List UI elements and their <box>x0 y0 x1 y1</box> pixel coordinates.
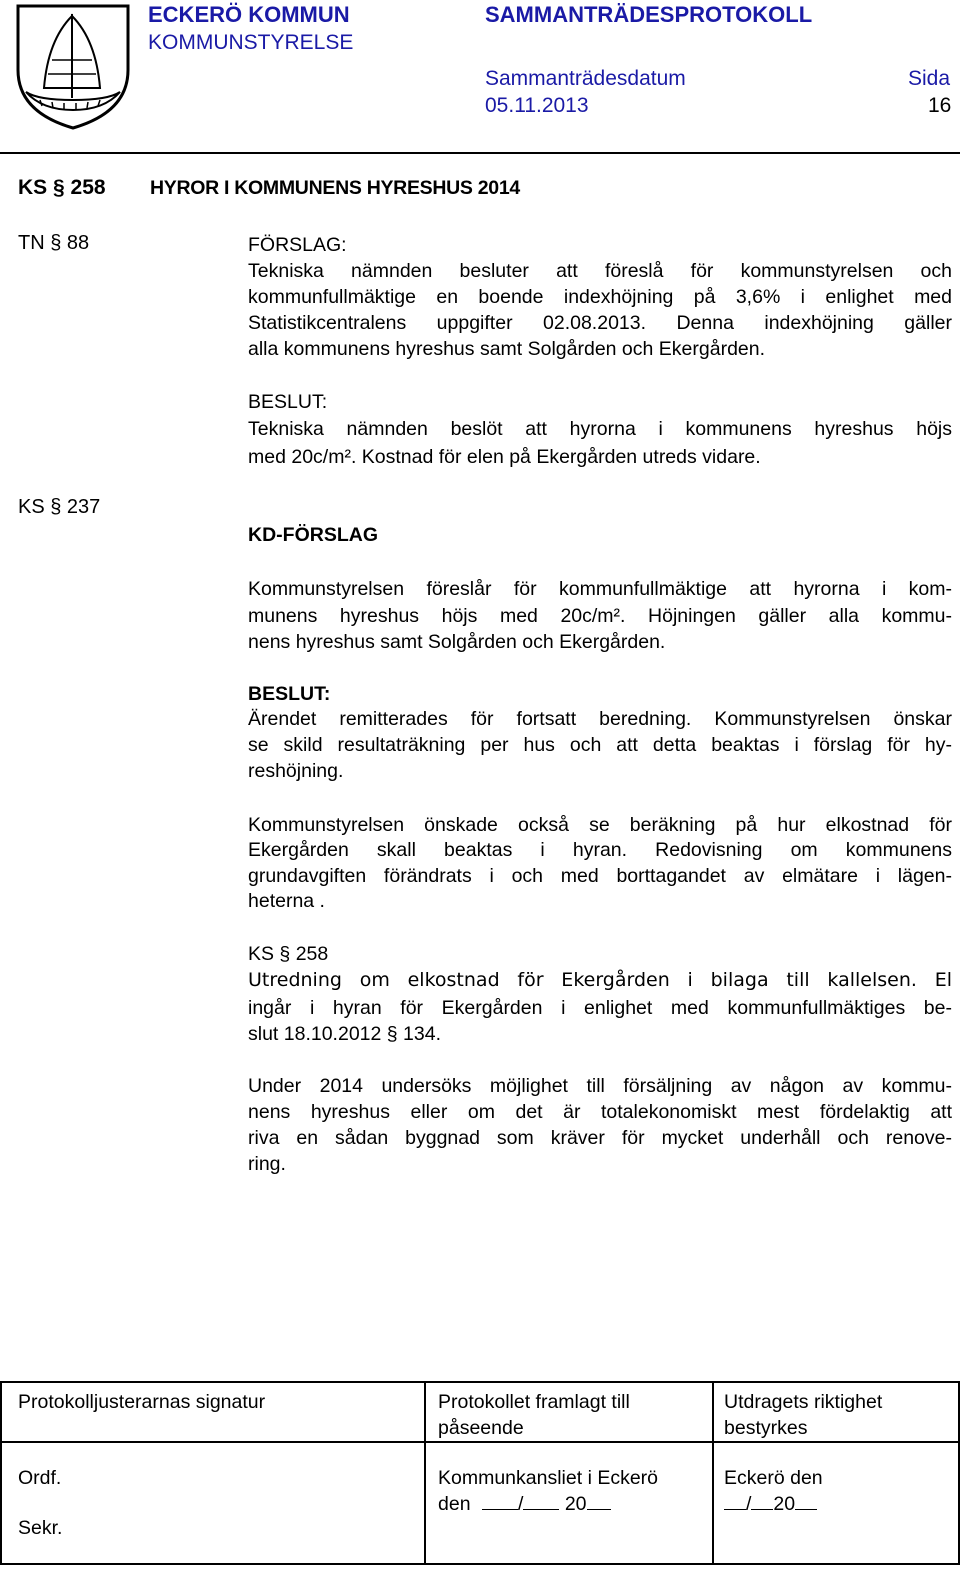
ks237-proposal-label: KD-FÖRSLAG <box>248 524 378 546</box>
ks237-para-line: heterna . <box>248 890 325 912</box>
municipality-name: ECKERÖ KOMMUN <box>148 2 350 27</box>
posting-year-blank <box>587 1491 611 1510</box>
tn-proposal-line: alla kommunens hyreshus samt Solgården och Ekergården. <box>248 338 766 360</box>
signature-table <box>0 1381 960 1565</box>
document-title: SAMMANTRÄDESPROTOKOLL <box>485 2 813 27</box>
posting-slash: / <box>517 1493 524 1515</box>
ks237-para-line: Ekergården skall beaktas i hyran. Redovisning om kommunens <box>248 839 952 861</box>
posting-title-1: Protokollet framlagt till <box>438 1391 630 1413</box>
signature-header-cell <box>1 1382 425 1442</box>
posting-place: Kommunkansliet i Eckerö <box>438 1467 659 1489</box>
ks258-line: Utredning om elkostnad för Ekergården i bilaga till kallelsen. El <box>248 969 952 991</box>
posting-year-prefix: 20 <box>564 1493 587 1515</box>
ks237-para-line: grundavgiften förändrats i och med borttagandet av elmätare i lägen- <box>248 865 952 887</box>
ks237-para-line: Kommunstyrelsen önskade också se beräkning på hur elkostnad för <box>248 814 952 836</box>
ks237-decision-line: reshöjning. <box>248 760 344 782</box>
certify-place: Eckerö den <box>724 1467 823 1489</box>
ks258-para-line: nens hyreshus eller om det är totalekonomiskt mest fördelaktig att <box>248 1101 952 1123</box>
posting-day-blank <box>482 1491 518 1510</box>
posting-cell <box>425 1442 713 1564</box>
ks237-ref: KS § 237 <box>18 496 101 518</box>
ship-emblem-logo <box>12 0 134 130</box>
certify-cell <box>713 1442 959 1564</box>
section-ref: KS § 258 <box>18 176 106 199</box>
certify-year-prefix: 20 <box>773 1493 796 1515</box>
certify-title-2: bestyrkes <box>724 1417 808 1439</box>
ks237-proposal-line: munens hyreshus höjs med 20c/m². Höjningen gäller alla kommu- <box>248 605 952 627</box>
page-label: Sida <box>908 67 951 90</box>
certify-date-line <box>724 1491 948 1517</box>
section-title: HYROR I KOMMUNENS HYRESHUS 2014 <box>150 177 520 199</box>
ks258-para-line: Under 2014 undersöks möjlighet till försäljning av någon av kommu- <box>248 1075 952 1097</box>
ks258-para-line: ring. <box>248 1153 286 1175</box>
tn-proposal-line: kommunfullmäktige en boende indexhöjning på 3,6% i enlighet med <box>248 286 952 308</box>
posting-date-line <box>438 1491 702 1517</box>
tn-proposal-line: Tekniska nämnden besluter att föreslå för kommunstyrelsen och <box>248 260 952 282</box>
posting-title-2: påseende <box>438 1417 524 1439</box>
tn-decision-label: BESLUT: <box>248 391 328 413</box>
ks258-line: slut 18.10.2012 § 134. <box>248 1023 441 1045</box>
ks237-proposal-line: nens hyreshus samt Solgården och Ekergården. <box>248 631 666 653</box>
tn-proposal-line: Statistikcentralens uppgifter 02.08.2013. Denna indexhöjning gäller <box>248 312 952 334</box>
header-divider <box>0 152 960 154</box>
posting-month-blank <box>523 1491 559 1510</box>
ks258-para-line: riva en sådan byggnad som kräver för mycket underhåll och renove- <box>248 1127 952 1149</box>
signature-cell <box>1 1442 425 1564</box>
tn-ref: TN § 88 <box>18 232 90 254</box>
certify-month-blank <box>751 1491 773 1510</box>
meeting-date-value: 05.11.2013 <box>485 94 589 117</box>
meeting-date-label: Sammanträdesdatum <box>485 67 686 90</box>
tn-proposal-label: FÖRSLAG: <box>248 234 347 256</box>
posting-header-cell <box>425 1382 713 1442</box>
certify-header-cell <box>713 1382 959 1442</box>
ks258-ref: KS § 258 <box>248 943 329 965</box>
ks237-decision-label: BESLUT: <box>248 683 331 705</box>
ks237-proposal-line: Kommunstyrelsen föreslår för kommunfullmäktige att hyrorna i kom- <box>248 578 952 600</box>
tn-decision-line: med 20c/m². Kostnad för elen på Ekergården utreds vidare. <box>248 446 761 468</box>
committee-name: KOMMUNSTYRELSE <box>148 31 354 54</box>
certify-day-blank <box>724 1491 746 1510</box>
tn-decision-line: Tekniska nämnden beslöt att hyrorna i kommunens hyreshus höjs <box>248 418 952 440</box>
certify-slash: / <box>746 1493 752 1515</box>
signature-title: Protokolljusterarnas signatur <box>18 1391 266 1413</box>
secretary-label: Sekr. <box>18 1517 63 1539</box>
chairman-label: Ordf. <box>18 1467 62 1489</box>
ks258-line: ingår i hyran för Ekergården i enlighet med kommunfullmäktiges be- <box>248 997 952 1019</box>
certify-year-blank <box>795 1491 817 1510</box>
page-number: 16 <box>928 94 952 117</box>
certify-title-1: Utdragets riktighet <box>724 1391 883 1413</box>
ks237-decision-line: se skild resultaträkning per hus och att detta beaktas i förslag för hy- <box>248 734 952 756</box>
posting-den-label: den <box>438 1493 471 1515</box>
ks237-decision-line: Ärendet remitterades för fortsatt beredning. Kommunstyrelsen önskar <box>248 708 952 730</box>
